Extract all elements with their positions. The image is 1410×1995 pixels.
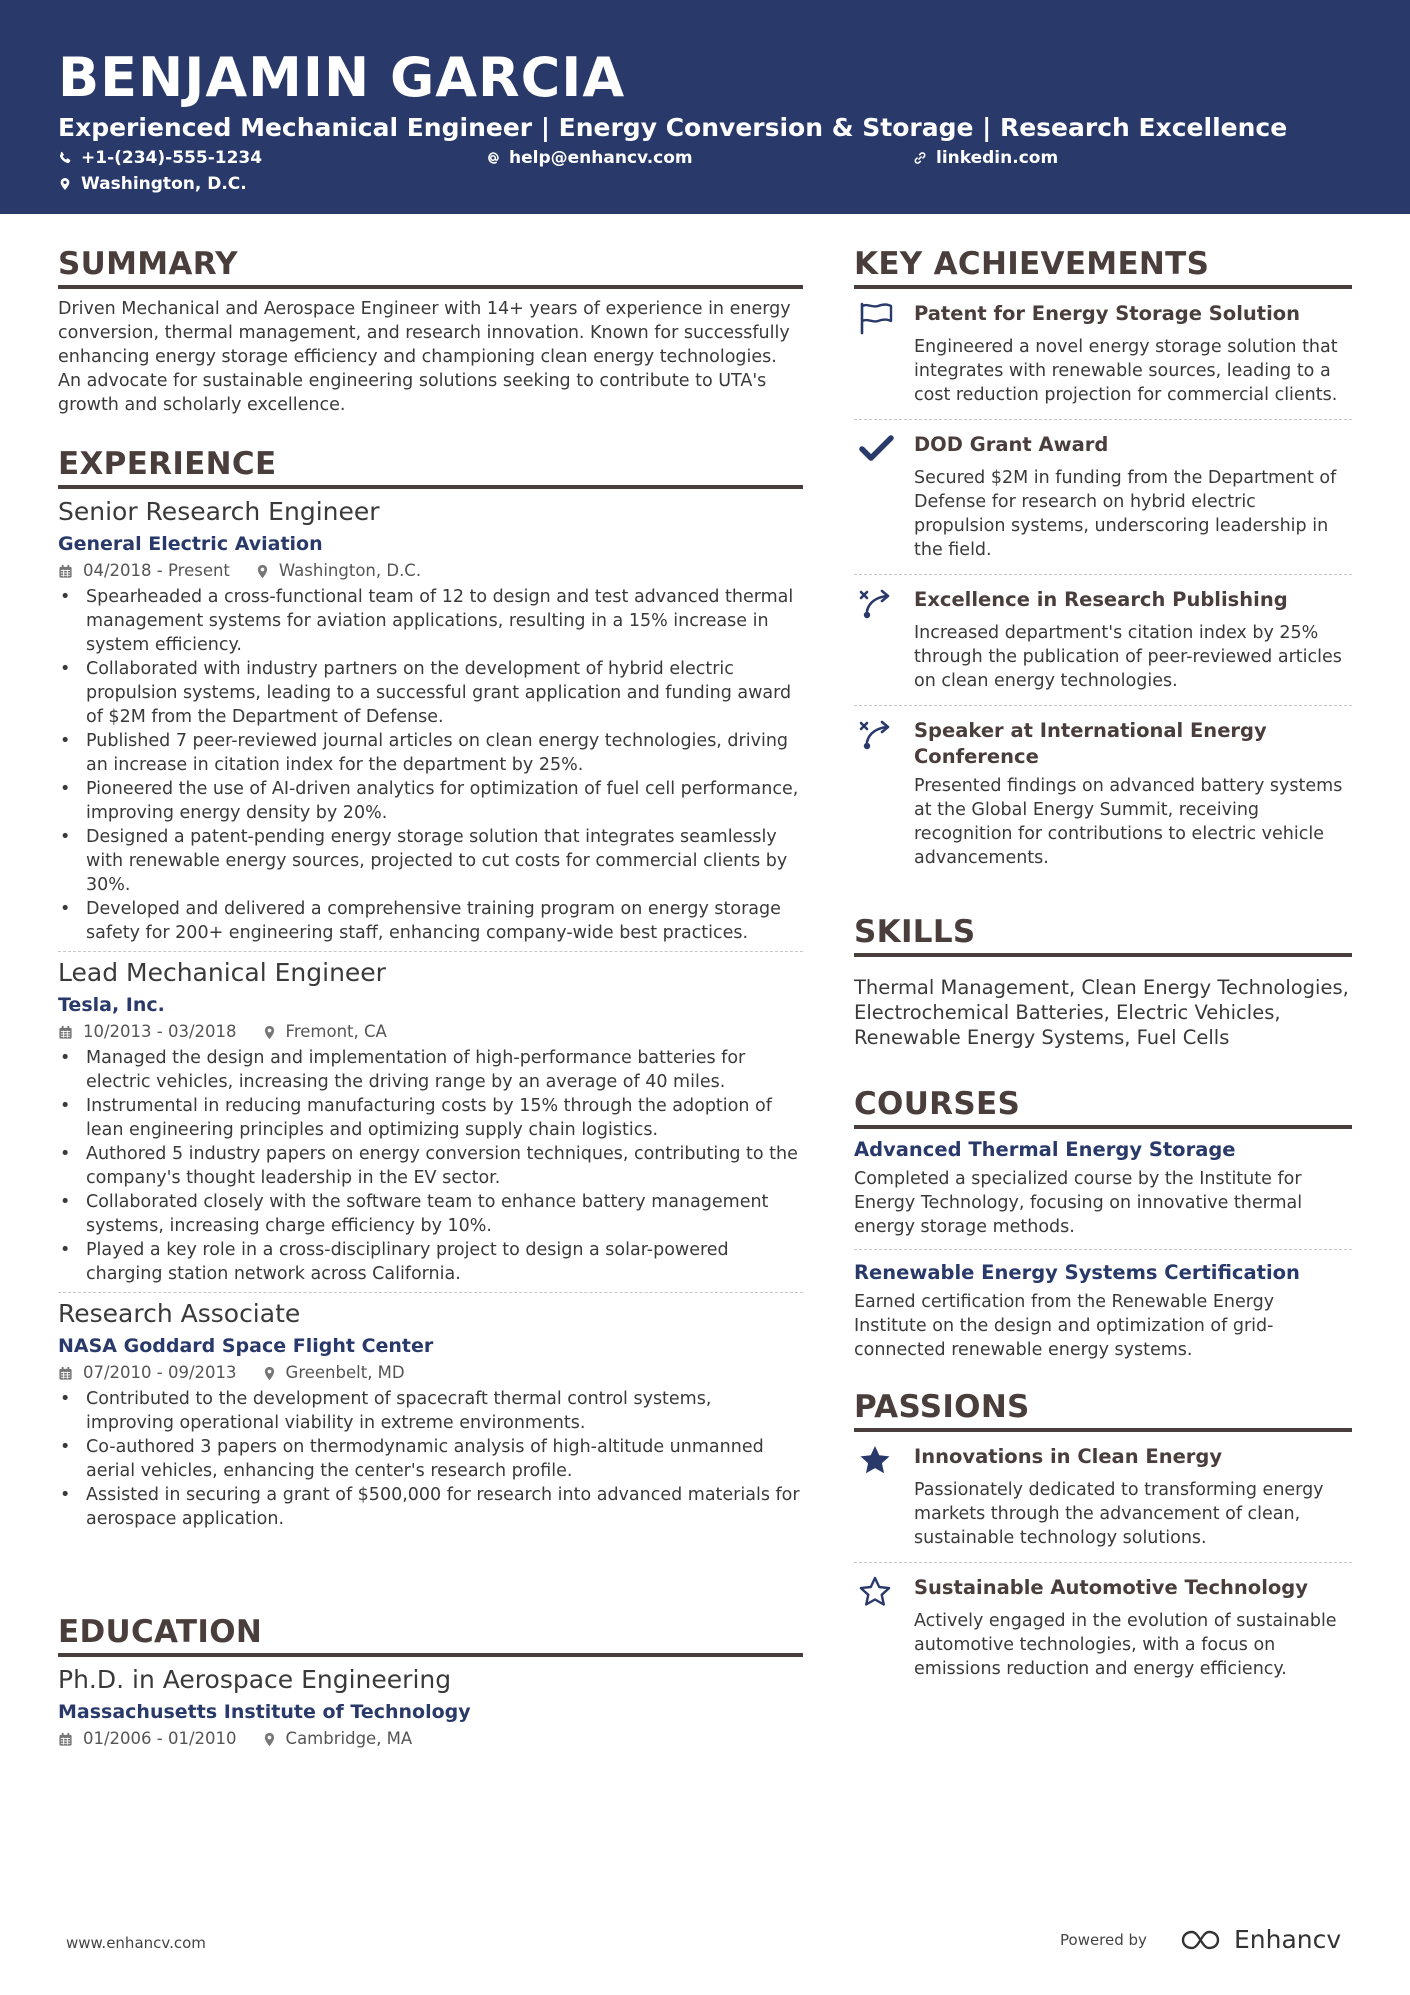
bullet-item: • Assisted in securing a grant of $500,000 for research into advanced materials for aerospace application. <box>58 1483 803 1531</box>
achievement-desc: Secured $2M in funding from the Department of Defense for research on hybrid electric propulsion systems, underscoring leadership in the field. <box>914 468 1337 560</box>
calendar-icon <box>58 564 73 579</box>
job-entry <box>58 495 803 951</box>
summary-text: Driven Mechanical and Aerospace Engineer with 14+ years of experience in energy conversion, thermal management, and research innovation. Known for successfully enhancing energy storage efficiency and championing clean energy technologies. An advocate for sustainable engineering solutions seeking to contribute to UTA's growth and scholarly excellence. <box>58 299 791 415</box>
contact-location <box>58 173 247 195</box>
passions-section <box>854 1388 1352 1693</box>
courses-heading: COURSES <box>854 1086 1021 1122</box>
skills-heading: SKILLS <box>854 914 976 950</box>
job-location <box>256 560 421 582</box>
course-item <box>854 1249 1352 1372</box>
job-company: NASA Goddard Space Flight Center <box>58 1335 434 1357</box>
section-divider <box>58 285 803 289</box>
location-text: Washington, D.C. <box>81 174 247 194</box>
bullet-item: • Instrumental in reducing manufacturing costs by 15% through the adoption of lean engineering principles and optimizing supply chain logistics. <box>58 1094 803 1142</box>
flag-icon <box>858 301 896 335</box>
achievement-desc: Engineered a novel energy storage solution that integrates with renewable sources, leading to a cost reduction projection for commercial clients. <box>914 337 1338 405</box>
contact-email[interactable] <box>486 147 693 169</box>
calendar-icon <box>58 1366 73 1381</box>
star-outline-icon <box>858 1575 896 1609</box>
location-pin-icon <box>263 1025 276 1040</box>
achievement-desc: Presented findings on advanced battery systems at the Global Energy Summit, receiving recognition for contributions to electric vehicle advancements. <box>914 776 1343 868</box>
bullet-item: • Collaborated closely with the software team to enhance battery management systems, increasing charge efficiency by 10%. <box>58 1190 803 1238</box>
achievement-item <box>854 419 1352 574</box>
footer-url[interactable]: www.enhancv.com <box>66 1934 206 1952</box>
achievement-title: DOD Grant Award <box>914 433 1109 456</box>
website-text: linkedin.com <box>936 148 1059 168</box>
job-meta <box>58 560 803 582</box>
brand-name: Enhancv <box>1234 1925 1342 1954</box>
achievements-section <box>854 245 1352 882</box>
passion-item <box>854 1562 1352 1693</box>
calendar-icon <box>58 1732 73 1747</box>
bullet-item: • Authored 5 industry papers on energy conversion techniques, contributing to the company's thought leadership in the EV sector. <box>58 1142 803 1190</box>
passion-desc: Passionately dedicated to transforming energy markets through the advancement of clean, sustainable technology solutions. <box>914 1480 1324 1548</box>
bullet-item: • Co-authored 3 papers on thermodynamic analysis of high-altitude unmanned aerial vehicles, enhancing the center's research profile. <box>58 1435 803 1483</box>
course-desc: Earned certification from the Renewable Energy Institute on the design and optimization of grid-connected renewable energy systems. <box>854 1292 1275 1360</box>
link-icon <box>913 151 927 165</box>
education-dates: 01/2006 - 01/2010 <box>83 1729 237 1748</box>
bullet-item: • Collaborated with industry partners on the development of hybrid electric propulsion systems, leading to a successful grant application and funding award of $2M from the Department of Defense. <box>58 657 803 729</box>
passion-title: Sustainable Automotive Technology <box>914 1576 1308 1599</box>
bullet-item: • Pioneered the use of AI-driven analytics for optimization of fuel cell performance, improving energy density by 20%. <box>58 777 803 825</box>
phone-text: +1-(234)-555-1234 <box>81 148 263 168</box>
achievement-item <box>854 574 1352 705</box>
location-pin-icon <box>58 177 72 191</box>
achievements-heading: KEY ACHIEVEMENTS <box>854 246 1210 282</box>
education-location <box>263 1728 413 1750</box>
achievement-desc: Increased department's citation index by 25% through the publication of peer-reviewed articles on clean energy technologies. <box>914 623 1342 691</box>
calendar-icon <box>58 1025 73 1040</box>
skills-text: Thermal Management, Clean Energy Technologies, Electrochemical Batteries, Electric Vehicles, Renewable Energy Systems, Fuel Cells <box>854 976 1349 1049</box>
education-meta <box>58 1728 803 1750</box>
bullet-item: • Managed the design and implementation of high-performance batteries for electric vehicles, increasing the driving range by an average of 40 miles. <box>58 1046 803 1094</box>
section-divider <box>58 485 803 489</box>
experience-section <box>58 445 803 1537</box>
job-dates: 07/2010 - 09/2013 <box>83 1363 237 1382</box>
job-meta <box>58 1021 803 1043</box>
education-entry <box>58 1663 803 1756</box>
education-heading: EDUCATION <box>58 1614 263 1650</box>
location-pin-icon <box>263 1732 276 1747</box>
summary-heading: SUMMARY <box>58 246 238 282</box>
job-meta <box>58 1362 803 1384</box>
job-location <box>263 1362 405 1384</box>
job-location-text: Fremont, CA <box>285 1022 387 1041</box>
passion-desc: Actively engaged in the evolution of sustainable automotive technologies, with a focus on emissions reduction and energy efficiency. <box>914 1611 1337 1679</box>
job-location-text: Washington, D.C. <box>278 561 422 580</box>
skills-section <box>854 913 1352 1050</box>
bullet-item: • Developed and delivered a comprehensive training program on energy storage safety for 200+ engineering staff, enhancing company-wide best practices. <box>58 897 803 945</box>
job-location-text: Greenbelt, MD <box>285 1363 405 1382</box>
achievement-title: Speaker at International Energy Conference <box>914 719 1267 768</box>
bullet-item: • Designed a patent-pending energy storage solution that integrates seamlessly with renewable energy sources, projected to cut costs for commercial clients by 30%. <box>58 825 803 897</box>
passion-title: Innovations in Clean Energy <box>914 1445 1223 1468</box>
job-location <box>263 1021 387 1043</box>
enhancv-logo-icon <box>1180 1928 1226 1952</box>
job-title: Senior Research Engineer <box>58 497 380 526</box>
strategy-icon <box>858 718 896 752</box>
bullet-item: • Contributed to the development of spacecraft thermal control systems, improving operational viability in extreme environments. <box>58 1387 803 1435</box>
phone-icon <box>58 151 72 165</box>
candidate-name: BENJAMIN GARCIA <box>58 46 626 109</box>
job-dates: 10/2013 - 03/2018 <box>83 1022 237 1041</box>
achievement-item <box>854 289 1352 419</box>
job-company: General Electric Aviation <box>58 533 323 555</box>
job-entry <box>58 951 803 1292</box>
course-title: Advanced Thermal Energy Storage <box>854 1138 1236 1161</box>
education-location-text: Cambridge, MA <box>285 1729 413 1748</box>
course-item <box>854 1129 1352 1249</box>
achievement-title: Excellence in Research Publishing <box>914 588 1288 611</box>
candidate-headline: Experienced Mechanical Engineer | Energy Conversion & Storage | Research Excellence <box>58 113 1288 142</box>
job-bullets <box>58 1046 803 1286</box>
job-dates: 04/2018 - Present <box>83 561 230 580</box>
bullet-item: • Played a key role in a cross-disciplinary project to design a solar-powered charging station network across California. <box>58 1238 803 1286</box>
achievement-item <box>854 705 1352 882</box>
location-pin-icon <box>263 1366 276 1381</box>
email-text: help@enhancv.com <box>509 148 693 168</box>
degree-title: Ph.D. in Aerospace Engineering <box>58 1665 452 1694</box>
job-entry <box>58 1292 803 1537</box>
bullet-item: • Spearheaded a cross-functional team of 12 to design and test advanced thermal management systems for aviation applications, resulting in a 15% increase in system efficiency. <box>58 585 803 657</box>
passion-item <box>854 1432 1352 1562</box>
contact-phone <box>58 147 262 169</box>
job-title: Lead Mechanical Engineer <box>58 958 386 987</box>
experience-heading: EXPERIENCE <box>58 446 277 482</box>
school-name: Massachusetts Institute of Technology <box>58 1701 471 1723</box>
checkmark-icon <box>858 432 896 466</box>
job-bullets <box>58 1387 803 1531</box>
contact-website[interactable] <box>913 147 1058 169</box>
at-icon <box>486 151 500 165</box>
course-desc: Completed a specialized course by the Institute for Energy Technology, focusing on innovative thermal energy storage methods. <box>854 1169 1303 1237</box>
course-title: Renewable Energy Systems Certification <box>854 1261 1300 1284</box>
summary-section <box>58 245 803 417</box>
education-section <box>58 1613 803 1756</box>
strategy-icon <box>858 587 896 621</box>
achievement-title: Patent for Energy Storage Solution <box>914 302 1301 325</box>
star-filled-icon <box>858 1444 896 1478</box>
enhancv-logo[interactable] <box>1180 1925 1341 1954</box>
section-divider <box>854 953 1352 957</box>
location-pin-icon <box>256 564 269 579</box>
passions-heading: PASSIONS <box>854 1389 1030 1425</box>
job-title: Research Associate <box>58 1299 301 1328</box>
resume-header <box>0 0 1410 214</box>
powered-by-label: Powered by <box>1060 1931 1147 1949</box>
bullet-item: • Published 7 peer-reviewed journal articles on clean energy technologies, driving an increase in citation index for the department by 25%. <box>58 729 803 777</box>
courses-section <box>854 1085 1352 1372</box>
job-company: Tesla, Inc. <box>58 994 165 1016</box>
job-bullets <box>58 585 803 945</box>
section-divider <box>58 1653 803 1657</box>
